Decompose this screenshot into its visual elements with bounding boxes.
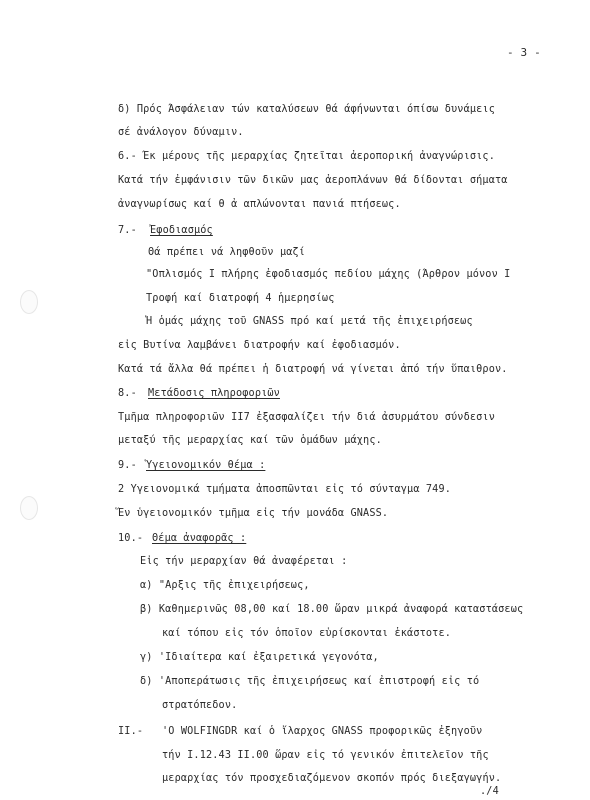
text-line: Εἰς τήν μεραρχίαν θά ἀναφέρεται : [140, 556, 348, 567]
section-number: 8.- [118, 388, 137, 399]
text-line: Τροφή καί διατροφή 4 ἡμερησίως [146, 293, 335, 304]
section-heading: Ὑγειονομικόν θέμα : [146, 460, 266, 471]
page-number: - 3 - [507, 46, 541, 59]
text-line: Κατά τήν ἐμφάνισιν τῶν δικῶν μας ἀεροπλάνων θά δίδονται σήματα [118, 175, 508, 186]
text-line: 2 Υγειονομικά τμήματα ἀποσπῶνται εἰς τό σύνταγμα 749. [118, 484, 452, 495]
list-item: β) Καθημερινῶς 08,00 καί 18.00 ὥραν μικρά ἀναφορά καταστάσεως [140, 604, 524, 615]
text-line: Θά πρέπει νά ληφθοῦν μαζί [148, 247, 306, 258]
list-item-continuation: στρατόπεδον. [162, 700, 238, 711]
section-number: 10.- [118, 533, 144, 544]
text-line: δ) Πρός Άσφάλειαν τών καταλύσεων θά άφήνωνται όπίσω δυνάμεις [118, 104, 496, 115]
section-number: 7.- [118, 225, 137, 236]
text-line: 6.- Έκ μέρους τῆς μεραρχίας ζητεῖται ἀεροπορική ἀναγνώρισις. [118, 151, 496, 162]
section-heading: Μετάδοσις πληροφοριῶν [148, 388, 280, 399]
text-line: Ἡ ὁμάς μάχης τοῦ GNASS πρό καί μετά τῆς ἐπιχειρήσεως [146, 316, 473, 327]
text-line: Κατά τά ἄλλα θά πρέπει ἡ διατροφή νά γίνεται ἀπό τήν ὕπαιθρον. [118, 364, 508, 375]
text-line: Ἕν ὑγειονομικόν τμῆμα εἰς τήν μονάδα GNASS. [118, 508, 389, 519]
text-line: "Οπλισμός Ι πλήρης ἐφοδιασμός πεδίου μάχης (Άρθρον μόνον Ι [146, 269, 511, 280]
text-line: εἰς Βυτίνα λαμβάνει διατροφήν καί ἐφοδιασμόν. [118, 340, 401, 351]
text-line: ἀναγνωρίσως καί θ ἀ απλώνονται πανιά πτήσεως. [118, 199, 401, 210]
list-item: α) "Αρξις τῆς ἐπιχειρήσεως, [140, 580, 310, 591]
text-line: σέ ἀνάλογον δύναμιν. [118, 127, 244, 138]
section-number: ΙΙ.- [118, 726, 144, 737]
section-heading: Ἐφοδιασμός [150, 225, 213, 236]
list-item-continuation: καί τόπου εἰς τόν ὁποῖον εὑρίσκονται ἑκάστοτε. [162, 628, 452, 639]
text-line: 'Ο WOLFINGDR καί ὁ ἴλαρχος GNASS προφορικῶς ἐξηγοῦν [162, 726, 483, 737]
section-number: 9.- [118, 460, 137, 471]
text-line: μεταξύ τῆς μεραρχίας καί τῶν ὁμάδων μάχης. [118, 435, 382, 446]
list-item: γ) 'Ιδιαίτερα καί ἐξαιρετικά γεγονότα, [140, 652, 379, 663]
text-line: Τμῆμα πληροφοριῶν ΙΙ7 ἐξασφαλίζει τήν διά ἀσυρμάτου σύνδεσιν [118, 412, 496, 423]
text-line: τήν Ι.12.43 ΙΙ.00 ὥραν εἰς τό γενικόν ἐπιτελεῖον τῆς [162, 750, 489, 761]
punch-hole-top [20, 290, 38, 314]
text-line: μεραρχίας τόν προσχεδιαζόμενον σκοπόν πρός διεξαγωγήν. [162, 773, 502, 784]
continuation-mark: ./4 [480, 786, 499, 797]
list-item: δ) 'Αποπεράτωσις τῆς ἐπιχειρήσεως καί ἐπιστροφή εἰς τό [140, 676, 480, 687]
section-heading: Θέμα ἀναφορᾶς : [152, 533, 247, 544]
punch-hole-bottom [20, 496, 38, 520]
